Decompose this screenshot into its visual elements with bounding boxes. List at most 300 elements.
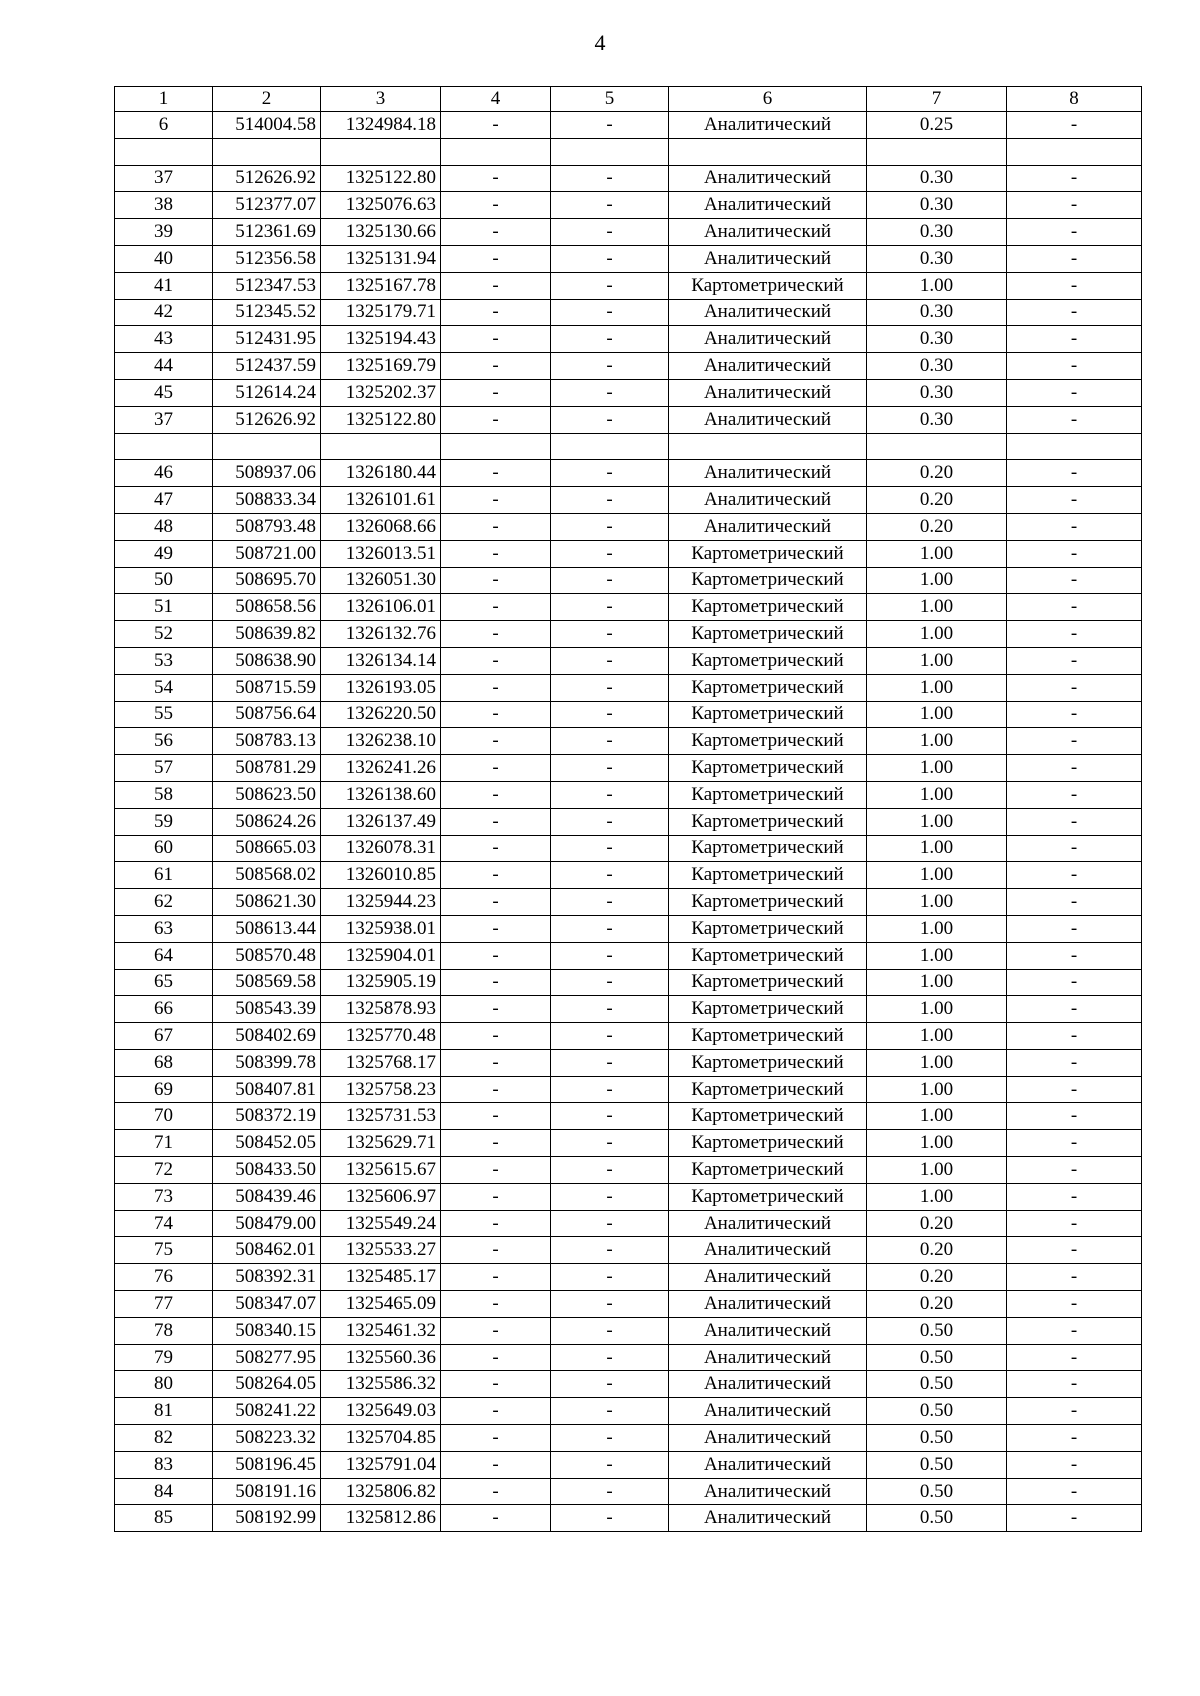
table-cell-col-7: 1.00 (867, 889, 1007, 916)
table-cell-col-1: 46 (115, 460, 213, 487)
table-cell-col-7: 1.00 (867, 1103, 1007, 1130)
table-cell-col-1: 68 (115, 1049, 213, 1076)
table-cell-col-1: 50 (115, 567, 213, 594)
table-cell-col-1: 69 (115, 1076, 213, 1103)
table-cell-col-2: 508658.56 (213, 594, 321, 621)
table-cell-col-8: - (1007, 540, 1142, 567)
table-cell-col-8: - (1007, 379, 1142, 406)
table-cell-col-7: 0.50 (867, 1317, 1007, 1344)
table-cell-col-3: 1325905.19 (321, 969, 441, 996)
table-cell-col-3: 1326051.30 (321, 567, 441, 594)
table-row (115, 540, 1142, 567)
table-cell-col-2: 508439.46 (213, 1183, 321, 1210)
table-cell-col-4: - (441, 326, 551, 353)
table-cell-col-4: - (441, 219, 551, 246)
table-cell-col-6: Аналитический (669, 1425, 867, 1452)
table-cell-col-8: - (1007, 621, 1142, 648)
table-cell-col-2: 508372.19 (213, 1103, 321, 1130)
table-row (115, 433, 1142, 460)
table-cell-col-7: 0.50 (867, 1371, 1007, 1398)
table-cell-col-1: 73 (115, 1183, 213, 1210)
table-cell-col-3: 1326013.51 (321, 540, 441, 567)
table-cell-col-7: 1.00 (867, 621, 1007, 648)
table-cell-col-2: 508277.95 (213, 1344, 321, 1371)
table-cell-col-5: - (551, 540, 669, 567)
table-row (115, 1371, 1142, 1398)
table-cell-col-6 (669, 138, 867, 165)
column-header-8: 8 (1007, 87, 1142, 112)
table-cell-col-4: - (441, 1210, 551, 1237)
table-cell-col-7: 1.00 (867, 1049, 1007, 1076)
table-cell-col-4: - (441, 1237, 551, 1264)
table-cell-col-2: 508452.05 (213, 1130, 321, 1157)
table-cell-col-6: Картометрический (669, 1076, 867, 1103)
table-cell-col-6: Картометрический (669, 1157, 867, 1184)
table-cell-col-2: 508433.50 (213, 1157, 321, 1184)
table-cell-col-1: 41 (115, 272, 213, 299)
table-cell-col-1: 40 (115, 245, 213, 272)
table-cell-col-8: - (1007, 272, 1142, 299)
table-cell-col-5: - (551, 1183, 669, 1210)
table-row (115, 755, 1142, 782)
table-row (115, 889, 1142, 916)
table-cell-col-6: Картометрический (669, 647, 867, 674)
table-cell-col-7: 0.30 (867, 245, 1007, 272)
table-cell-col-8: - (1007, 1344, 1142, 1371)
table-cell-col-8: - (1007, 1505, 1142, 1532)
table-cell-col-6: Аналитический (669, 1264, 867, 1291)
table-cell-col-5: - (551, 674, 669, 701)
table-cell-col-3: 1325122.80 (321, 406, 441, 433)
table-cell-col-1: 58 (115, 781, 213, 808)
table-cell-col-6: Картометрический (669, 1023, 867, 1050)
table-cell-col-5: - (551, 353, 669, 380)
table-cell-col-4: - (441, 245, 551, 272)
table-cell-col-5: - (551, 326, 669, 353)
table-cell-col-2: 508402.69 (213, 1023, 321, 1050)
table-row (115, 219, 1142, 246)
table-cell-col-8 (1007, 138, 1142, 165)
table-cell-col-1: 79 (115, 1344, 213, 1371)
table-cell-col-5: - (551, 219, 669, 246)
table-cell-col-7: 1.00 (867, 674, 1007, 701)
table-cell-col-6: Аналитический (669, 353, 867, 380)
table-cell-col-1: 74 (115, 1210, 213, 1237)
table-row (115, 1076, 1142, 1103)
table-cell-col-6: Картометрический (669, 862, 867, 889)
table-cell-col-6: Картометрический (669, 755, 867, 782)
table-cell-col-6: Картометрический (669, 621, 867, 648)
table-cell-col-4: - (441, 942, 551, 969)
table-cell-col-2: 508570.48 (213, 942, 321, 969)
table-cell-col-5: - (551, 647, 669, 674)
table-cell-col-4: - (441, 1076, 551, 1103)
table-cell-col-6: Картометрический (669, 969, 867, 996)
table-cell-col-4: - (441, 1130, 551, 1157)
table-cell-col-2 (213, 433, 321, 460)
table-cell-col-3: 1326010.85 (321, 862, 441, 889)
table-row (115, 1425, 1142, 1452)
table-row (115, 353, 1142, 380)
table-cell-col-4: - (441, 915, 551, 942)
table-cell-col-5: - (551, 969, 669, 996)
table-cell-col-2: 508783.13 (213, 728, 321, 755)
table-cell-col-2: 508756.64 (213, 701, 321, 728)
table-cell-col-8: - (1007, 326, 1142, 353)
table-cell-col-8: - (1007, 1183, 1142, 1210)
column-header-4: 4 (441, 87, 551, 112)
table-cell-col-3: 1326193.05 (321, 674, 441, 701)
table-cell-col-5: - (551, 245, 669, 272)
table-cell-col-3: 1326220.50 (321, 701, 441, 728)
table-row (115, 835, 1142, 862)
table-cell-col-3: 1325606.97 (321, 1183, 441, 1210)
table-cell-col-5: - (551, 487, 669, 514)
table-cell-col-2: 508407.81 (213, 1076, 321, 1103)
table-cell-col-8: - (1007, 353, 1142, 380)
table-cell-col-5: - (551, 835, 669, 862)
table-cell-col-6: Картометрический (669, 781, 867, 808)
table-cell-col-1: 42 (115, 299, 213, 326)
table-cell-col-8: - (1007, 487, 1142, 514)
table-cell-col-4: - (441, 701, 551, 728)
table-cell-col-2: 512345.52 (213, 299, 321, 326)
table-cell-col-5: - (551, 1505, 669, 1532)
table-cell-col-8: - (1007, 862, 1142, 889)
table-cell-col-8: - (1007, 1425, 1142, 1452)
table-cell-col-3: 1325812.86 (321, 1505, 441, 1532)
table-cell-col-5 (551, 138, 669, 165)
table-row (115, 1210, 1142, 1237)
table-cell-col-8: - (1007, 406, 1142, 433)
table-cell-col-8: - (1007, 1291, 1142, 1318)
table-cell-col-3: 1326101.61 (321, 487, 441, 514)
table-cell-col-6 (669, 433, 867, 460)
table-cell-col-1: 38 (115, 192, 213, 219)
table-cell-col-8: - (1007, 1023, 1142, 1050)
table-cell-col-2: 512361.69 (213, 219, 321, 246)
table-cell-col-3: 1325179.71 (321, 299, 441, 326)
table-cell-col-2: 512614.24 (213, 379, 321, 406)
table-cell-col-3: 1325169.79 (321, 353, 441, 380)
table-cell-col-7: 0.30 (867, 165, 1007, 192)
column-header-6: 6 (669, 87, 867, 112)
table-cell-col-1: 51 (115, 594, 213, 621)
table-cell-col-4: - (441, 272, 551, 299)
table-cell-col-3: 1325586.32 (321, 1371, 441, 1398)
table-cell-col-7: 1.00 (867, 835, 1007, 862)
table-cell-col-2: 508462.01 (213, 1237, 321, 1264)
table-cell-col-8: - (1007, 647, 1142, 674)
table-cell-col-4 (441, 433, 551, 460)
table-cell-col-3: 1326068.66 (321, 513, 441, 540)
table-cell-col-2: 508241.22 (213, 1398, 321, 1425)
table-cell-col-7: 1.00 (867, 808, 1007, 835)
table-cell-col-6: Аналитический (669, 1478, 867, 1505)
table-cell-col-7: 1.00 (867, 755, 1007, 782)
table-cell-col-7: 0.30 (867, 379, 1007, 406)
table-cell-col-5: - (551, 1478, 669, 1505)
table-cell-col-7: 1.00 (867, 1023, 1007, 1050)
table-row (115, 406, 1142, 433)
table-cell-col-3: 1325202.37 (321, 379, 441, 406)
table-row (115, 487, 1142, 514)
table-cell-col-7: 1.00 (867, 1130, 1007, 1157)
table-cell-col-8: - (1007, 1398, 1142, 1425)
table-cell-col-3: 1325465.09 (321, 1291, 441, 1318)
table-row (115, 1398, 1142, 1425)
table-cell-col-2: 512347.53 (213, 272, 321, 299)
table-cell-col-5: - (551, 781, 669, 808)
table-cell-col-2: 508223.32 (213, 1425, 321, 1452)
table-cell-col-1: 45 (115, 379, 213, 406)
table-cell-col-2: 508793.48 (213, 513, 321, 540)
table-cell-col-6: Картометрический (669, 1183, 867, 1210)
table-cell-col-6: Аналитический (669, 112, 867, 139)
table-cell-col-7: 1.00 (867, 969, 1007, 996)
table-row (115, 1130, 1142, 1157)
table-cell-col-6: Аналитический (669, 1451, 867, 1478)
table-body (115, 112, 1142, 1532)
table-row (115, 1451, 1142, 1478)
table-cell-col-3 (321, 433, 441, 460)
table-cell-col-6: Аналитический (669, 219, 867, 246)
table-row (115, 299, 1142, 326)
table-row (115, 996, 1142, 1023)
table-row (115, 594, 1142, 621)
table-cell-col-7: 0.20 (867, 1210, 1007, 1237)
table-cell-col-1: 37 (115, 406, 213, 433)
table-cell-col-4: - (441, 996, 551, 1023)
table-row (115, 701, 1142, 728)
table-cell-col-7: 1.00 (867, 540, 1007, 567)
table-cell-col-7: 0.20 (867, 460, 1007, 487)
table-cell-col-2: 508638.90 (213, 647, 321, 674)
table-cell-col-5: - (551, 621, 669, 648)
table-cell-col-1: 64 (115, 942, 213, 969)
table-cell-col-1: 44 (115, 353, 213, 380)
table-cell-col-4: - (441, 460, 551, 487)
table-cell-col-3: 1325130.66 (321, 219, 441, 246)
table-cell-col-6: Картометрический (669, 1130, 867, 1157)
column-header-2: 2 (213, 87, 321, 112)
table-cell-col-2: 508340.15 (213, 1317, 321, 1344)
table-cell-col-5: - (551, 701, 669, 728)
table-cell-col-6: Картометрический (669, 701, 867, 728)
table-cell-col-3: 1326138.60 (321, 781, 441, 808)
table-cell-col-2: 512626.92 (213, 165, 321, 192)
table-cell-col-8: - (1007, 1451, 1142, 1478)
table-cell-col-4: - (441, 862, 551, 889)
table-cell-col-3: 1326241.26 (321, 755, 441, 782)
table-cell-col-2: 512377.07 (213, 192, 321, 219)
table-cell-col-3: 1325938.01 (321, 915, 441, 942)
table-row (115, 112, 1142, 139)
table-cell-col-7: 1.00 (867, 1157, 1007, 1184)
table-cell-col-2: 508568.02 (213, 862, 321, 889)
table-cell-col-3: 1325768.17 (321, 1049, 441, 1076)
table-cell-col-4: - (441, 1478, 551, 1505)
table-cell-col-1 (115, 138, 213, 165)
table-cell-col-7: 1.00 (867, 781, 1007, 808)
table-cell-col-7: 0.20 (867, 1291, 1007, 1318)
table-cell-col-7: 0.50 (867, 1478, 1007, 1505)
table-cell-col-8: - (1007, 192, 1142, 219)
table-row (115, 915, 1142, 942)
table-row (115, 621, 1142, 648)
column-header-1: 1 (115, 87, 213, 112)
table-cell-col-2: 508833.34 (213, 487, 321, 514)
table-cell-col-1: 75 (115, 1237, 213, 1264)
table-cell-col-3: 1325560.36 (321, 1344, 441, 1371)
table-cell-col-6: Аналитический (669, 326, 867, 353)
table-cell-col-7: 1.00 (867, 915, 1007, 942)
table-cell-col-3: 1325944.23 (321, 889, 441, 916)
table-cell-col-6: Аналитический (669, 406, 867, 433)
table-row (115, 460, 1142, 487)
table-cell-col-4: - (441, 567, 551, 594)
table-cell-col-2: 508715.59 (213, 674, 321, 701)
table-cell-col-1: 56 (115, 728, 213, 755)
table-cell-col-8: - (1007, 942, 1142, 969)
table-row (115, 1157, 1142, 1184)
table-row (115, 942, 1142, 969)
table-row (115, 513, 1142, 540)
table-cell-col-1: 57 (115, 755, 213, 782)
table-cell-col-7: 0.50 (867, 1398, 1007, 1425)
table-cell-col-3: 1324984.18 (321, 112, 441, 139)
table-cell-col-5: - (551, 1157, 669, 1184)
table-cell-col-4: - (441, 112, 551, 139)
table-cell-col-5: - (551, 1425, 669, 1452)
table-cell-col-5: - (551, 1076, 669, 1103)
table-cell-col-8: - (1007, 1478, 1142, 1505)
table-row (115, 1344, 1142, 1371)
table-cell-col-1: 62 (115, 889, 213, 916)
table-row (115, 272, 1142, 299)
table-cell-col-1: 77 (115, 1291, 213, 1318)
table-row (115, 1237, 1142, 1264)
table-cell-col-8: - (1007, 112, 1142, 139)
table-cell-col-4: - (441, 621, 551, 648)
table-cell-col-7: 1.00 (867, 272, 1007, 299)
table-cell-col-7: 1.00 (867, 701, 1007, 728)
table-cell-col-6: Картометрический (669, 567, 867, 594)
table-cell-col-5: - (551, 406, 669, 433)
table-cell-col-2: 512431.95 (213, 326, 321, 353)
table-cell-col-3: 1325131.94 (321, 245, 441, 272)
table-cell-col-6: Аналитический (669, 165, 867, 192)
table-cell-col-4: - (441, 1103, 551, 1130)
table-cell-col-3: 1326137.49 (321, 808, 441, 835)
table-cell-col-2: 508192.99 (213, 1505, 321, 1532)
table-cell-col-5: - (551, 1103, 669, 1130)
table-cell-col-5: - (551, 272, 669, 299)
table-cell-col-6: Картометрический (669, 594, 867, 621)
table-cell-col-4: - (441, 353, 551, 380)
table-cell-col-4: - (441, 835, 551, 862)
table-cell-col-8: - (1007, 674, 1142, 701)
table-row (115, 808, 1142, 835)
table-cell-col-2: 508937.06 (213, 460, 321, 487)
table-cell-col-8: - (1007, 969, 1142, 996)
table-cell-col-1: 54 (115, 674, 213, 701)
table-cell-col-4: - (441, 1425, 551, 1452)
table-cell-col-7: 1.00 (867, 1076, 1007, 1103)
table-cell-col-7: 0.50 (867, 1505, 1007, 1532)
table-cell-col-1: 70 (115, 1103, 213, 1130)
table-cell-col-8: - (1007, 915, 1142, 942)
table-cell-col-3: 1325533.27 (321, 1237, 441, 1264)
table-cell-col-2: 512356.58 (213, 245, 321, 272)
table-cell-col-2: 508347.07 (213, 1291, 321, 1318)
table-cell-col-8: - (1007, 889, 1142, 916)
table-cell-col-4: - (441, 1183, 551, 1210)
table-cell-col-4: - (441, 1291, 551, 1318)
table-cell-col-1: 60 (115, 835, 213, 862)
table-cell-col-7: 1.00 (867, 942, 1007, 969)
table-cell-col-3: 1325076.63 (321, 192, 441, 219)
table-cell-col-1: 55 (115, 701, 213, 728)
table-cell-col-4: - (441, 1505, 551, 1532)
table-cell-col-8: - (1007, 996, 1142, 1023)
table-cell-col-7: 0.20 (867, 1264, 1007, 1291)
table-cell-col-3: 1325704.85 (321, 1425, 441, 1452)
table-cell-col-8: - (1007, 1237, 1142, 1264)
table-row (115, 1317, 1142, 1344)
table-cell-col-1: 78 (115, 1317, 213, 1344)
table-cell-col-6: Аналитический (669, 1210, 867, 1237)
table-cell-col-1: 65 (115, 969, 213, 996)
table-row (115, 245, 1142, 272)
table-cell-col-5: - (551, 942, 669, 969)
table-cell-col-6: Аналитический (669, 1344, 867, 1371)
table-cell-col-2 (213, 138, 321, 165)
table-cell-col-4 (441, 138, 551, 165)
table-cell-col-4: - (441, 1371, 551, 1398)
table-cell-col-4: - (441, 1398, 551, 1425)
table-cell-col-8: - (1007, 1103, 1142, 1130)
table-cell-col-2: 512626.92 (213, 406, 321, 433)
table-cell-col-4: - (441, 487, 551, 514)
table-cell-col-3: 1325770.48 (321, 1023, 441, 1050)
table-cell-col-6: Аналитический (669, 299, 867, 326)
table-cell-col-2: 508665.03 (213, 835, 321, 862)
table-cell-col-4: - (441, 1157, 551, 1184)
table-cell-col-1: 52 (115, 621, 213, 648)
table-cell-col-7: 1.00 (867, 1183, 1007, 1210)
table-cell-col-1: 82 (115, 1425, 213, 1452)
table-cell-col-3: 1325878.93 (321, 996, 441, 1023)
table-cell-col-3: 1325758.23 (321, 1076, 441, 1103)
table-cell-col-3: 1326134.14 (321, 647, 441, 674)
table-cell-col-1: 37 (115, 165, 213, 192)
table-cell-col-5: - (551, 1398, 669, 1425)
table-cell-col-5: - (551, 1451, 669, 1478)
table-cell-col-4: - (441, 969, 551, 996)
table-cell-col-7: 0.25 (867, 112, 1007, 139)
table-cell-col-3: 1325167.78 (321, 272, 441, 299)
table-cell-col-5: - (551, 1237, 669, 1264)
table-row (115, 1049, 1142, 1076)
table-cell-col-7 (867, 433, 1007, 460)
table-cell-col-6: Картометрический (669, 808, 867, 835)
table-row (115, 862, 1142, 889)
table-cell-col-4: - (441, 594, 551, 621)
table-cell-col-2: 508695.70 (213, 567, 321, 594)
table-cell-col-5: - (551, 594, 669, 621)
table-cell-col-6: Картометрический (669, 674, 867, 701)
